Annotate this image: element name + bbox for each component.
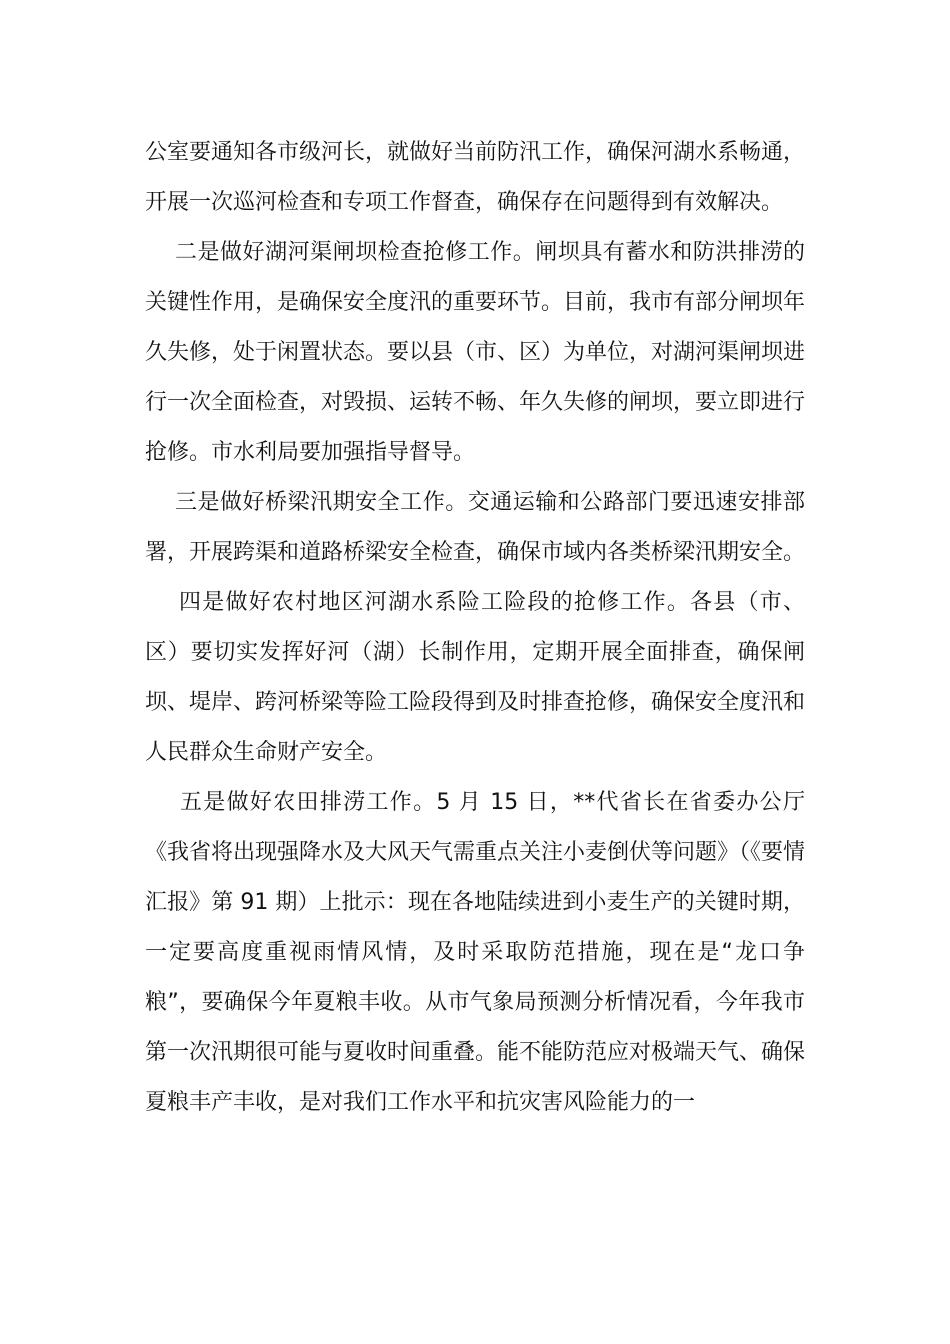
- document-body: [145, 128, 805, 1128]
- paragraph-bridge-safety: 三是做好桥梁汛期安全工作。交通运输和公路部门要迅速安排部署，开展跨渠和道路桥梁安全检查，确保市域内各类桥梁汛期安全。: [145, 490, 806, 565]
- paragraph-sluice-dam-repair: 二是做好湖河渠闸坝检查抢修工作。闸坝具有蓄水和防洪排涝的关键性作用，是确保安全度汛的重要环节。目前，我市有部分闸坝年久失修，处于闲置状态。要以县（市、区）为单位，对湖河渠闸坝进行一次全面检查，对毁损、运转不畅、年久失修的闸坝，要立即进行抢修。市水利局要加强指导督导。: [145, 240, 806, 465]
- paragraph-continuation: 公室要通知各市级河长，就做好当前防汛工作，确保河湖水系畅通，开展一次巡河检查和专项工作督查，确保存在问题得到有效解决。: [145, 140, 806, 215]
- paragraph-farmland-drainage: 五是做好农田排涝工作。5 月 15 日，**代省长在省委办公厅《我省将出现强降水及大风天气需重点关注小麦倒伏等问题》（《要情汇报》第 91 期）上批示：现在各地陆续进到小麦生产的关键时期，一定要高度重视雨情风情，及时采取防范措施，现在是“龙口争粮”，要确保今年夏粮丰收。从市气象局预测分析情况看，今年我市第一次汛期很可能与夏收时间重叠。能不能防范应对极端天气、确保夏粮丰产丰收，是对我们工作水平和抗灾害风险能力的一: [145, 790, 806, 1115]
- paragraph-rural-waterways: 四是做好农村地区河湖水系险工险段的抢修工作。各县（市、区）要切实发挥好河（湖）长制作用，定期开展全面排查，确保闸坝、堤岸、跨河桥梁等险工险段得到及时排查抢修，确保安全度汛和人民群众生命财产安全。: [145, 590, 806, 765]
